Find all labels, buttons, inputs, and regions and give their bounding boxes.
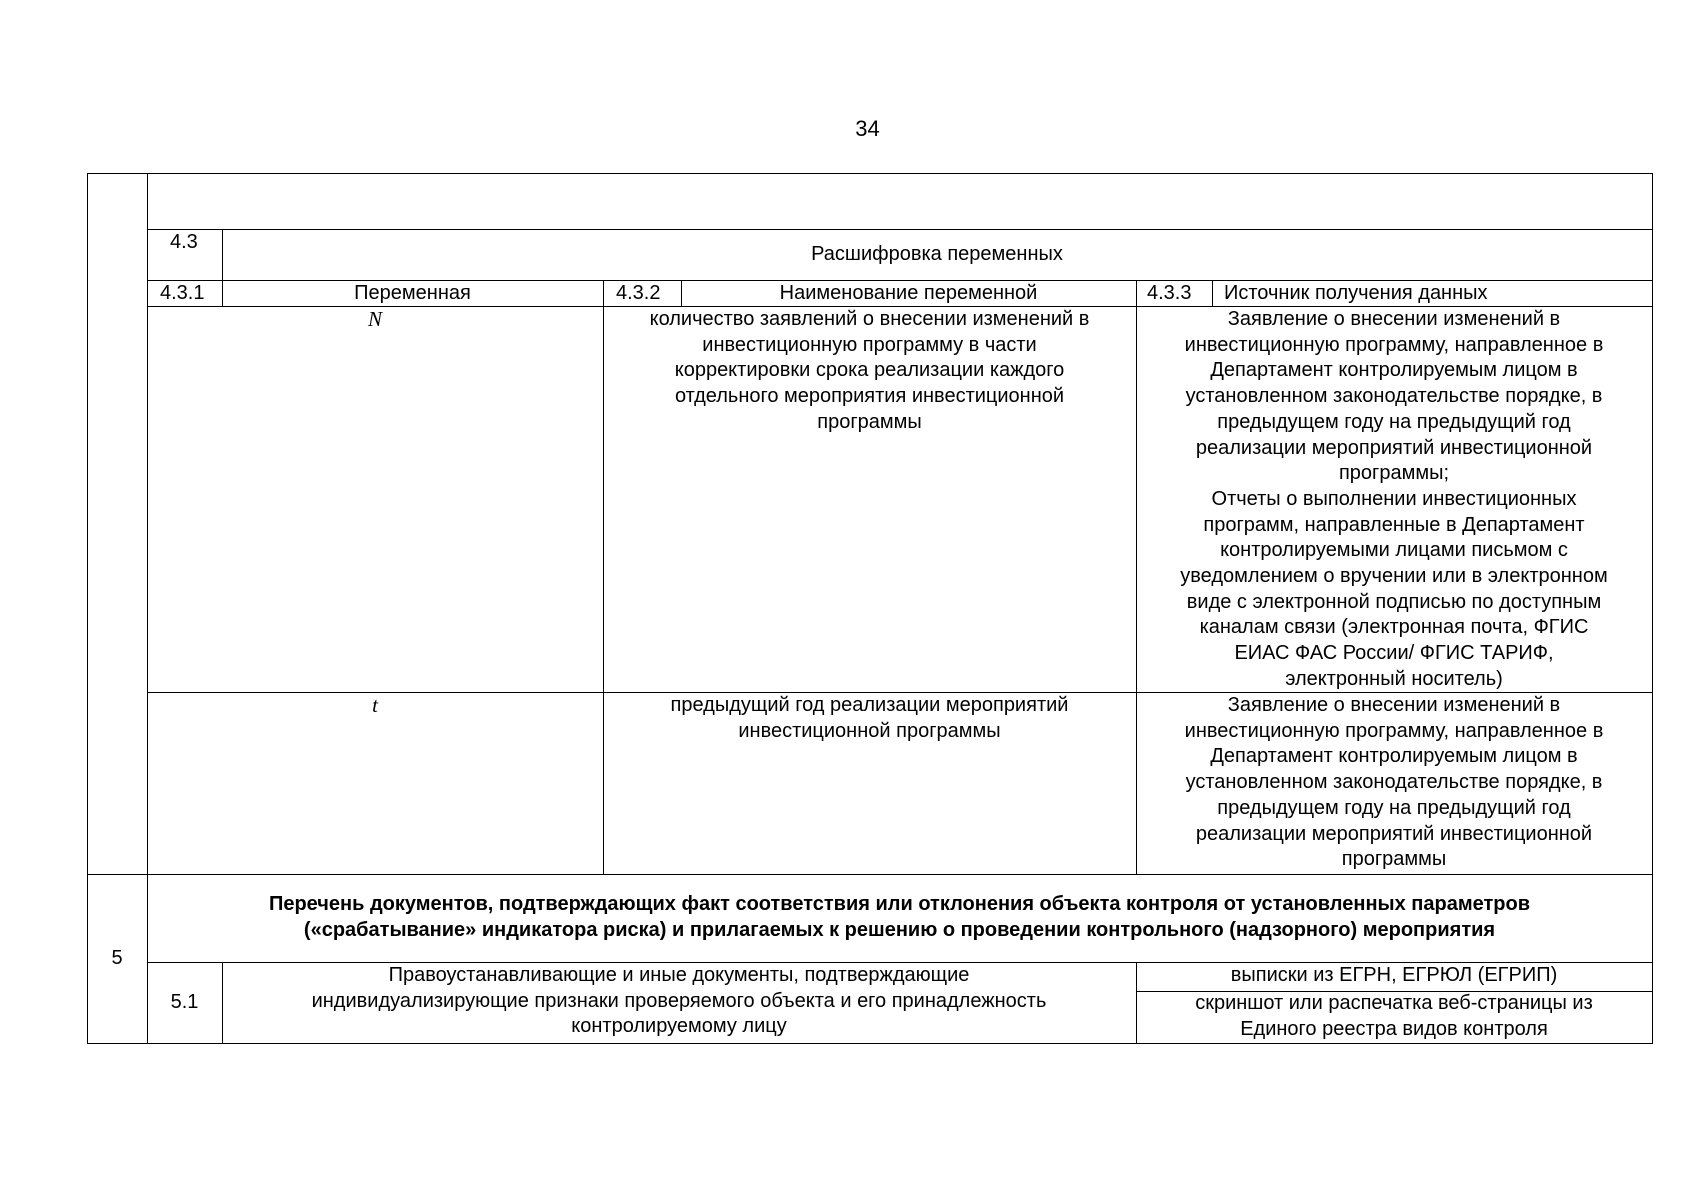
variable-name: количество заявлений о внесении изменений в инвестиционную программу в части корректировки срока реализации каждого отдельного мероприятия инвестиционной программы <box>649 308 1090 433</box>
item-5-1-document: выписки из ЕГРН, ЕГРЮЛ (ЕГРИП) <box>1230 964 1558 986</box>
variable-source: Заявление о внесении изменений в инвестиционную программу, направленное в Департамент контролируемым лицом в установленном законодательстве порядке, в предыдущем году на предыдущий год реализации мероприятий инвестиционной программы; Отчеты о выполнении инвестиционных программ, направленные в Департамент контролируемыми лицами письмом с уведомлением о вручении или в электронном виде с электронной подписью по доступным каналам связи (электронная почта, ФГИС ЕИАС ФАС России/ ФГИС ТАРИФ, электронный носитель) <box>1180 308 1608 690</box>
item-5-1-description: Правоустанавливающие и иные документы, подтверждающие индивидуализирующие признаки проверяемого объекта и его принадлежность контролируемому лицу <box>311 964 1047 1038</box>
section-5-title: Перечень документов, подтверждающих факт соответствия или отклонения объекта контроля от установленных параметров («срабатывание» индикатора риска) и прилагаемых к решению о проведении контрольного (надзорного) мероприятия <box>268 893 1531 941</box>
item-5-1-number: 5.1 <box>170 991 199 1013</box>
column-header-variable: Переменная <box>354 282 471 304</box>
variable-name: предыдущий год реализации мероприятий инвестиционной программы <box>670 694 1069 742</box>
section-5-number: 5 <box>111 947 123 969</box>
item-5-1-document: скриншот или распечатка веб-страницы из Единого реестра видов контроля <box>1195 992 1593 1040</box>
column-header-variable-name: Наименование переменной <box>779 282 1038 304</box>
column-header-data-source: Источник получения данных <box>1224 282 1488 304</box>
column-rule <box>1212 280 1213 307</box>
variable-symbol: t <box>372 693 378 717</box>
section-rule <box>87 874 1653 875</box>
table-border-bottom <box>87 1043 1653 1044</box>
section-4-3-title: Расшифровка переменных <box>811 243 1063 265</box>
table-border-right <box>1652 173 1653 1044</box>
page-number: 34 <box>855 116 880 141</box>
column-number-4-3-2: 4.3.2 <box>616 282 661 304</box>
column-number-4-3-1: 4.3.1 <box>160 282 205 304</box>
variable-symbol: N <box>367 307 382 331</box>
table-border-top <box>87 173 1653 174</box>
section-4-3-number: 4.3 <box>170 231 198 253</box>
table-border-left <box>87 173 88 1044</box>
variable-source: Заявление о внесении изменений в инвестиционную программу, направленное в Департамент контролируемым лицом в установленном законодательстве порядке, в предыдущем году на предыдущий год реализации мероприятий инвестиционной программы <box>1184 694 1604 871</box>
row-rule <box>147 229 1653 230</box>
column-number-4-3-3: 4.3.3 <box>1147 282 1192 304</box>
